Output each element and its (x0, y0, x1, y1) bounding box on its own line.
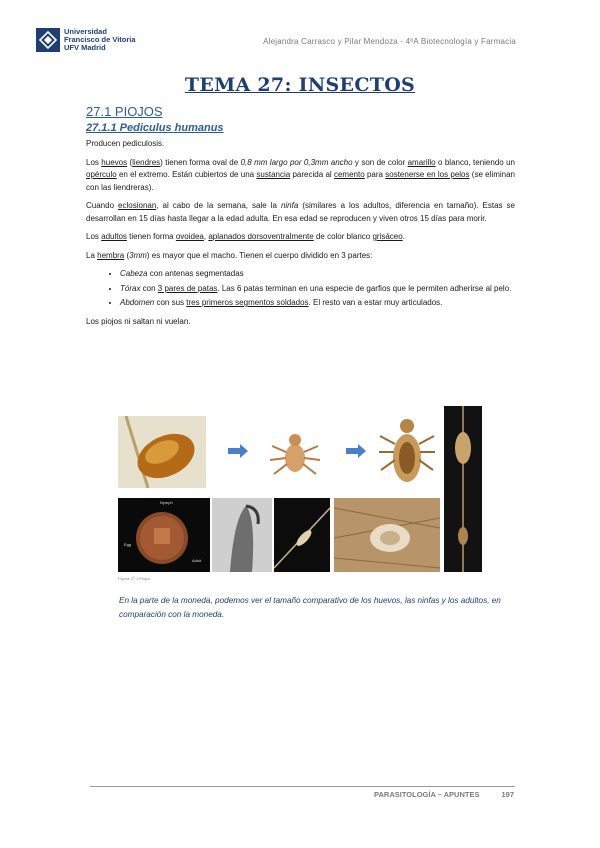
arrow-right-icon (228, 444, 248, 458)
list-underlined: tres primeros segmentos soldados (186, 298, 309, 307)
list-item (120, 268, 515, 281)
text: tienen forma (126, 232, 176, 241)
page-title: TEMA 27: INSECTOS (184, 74, 416, 96)
list-text: con antenas segmentadas (147, 269, 244, 278)
hair-strand-photo (444, 406, 482, 572)
lice-figure (118, 406, 483, 572)
page-header (36, 28, 516, 58)
nit-on-hair-photo (274, 498, 330, 572)
text: Los (86, 232, 102, 241)
egg-size: 0,8 mm largo por 0,3mm ancho (240, 157, 353, 167)
lice-closeup-photo (334, 498, 440, 572)
text: , al cabo de la semana, sale la (156, 201, 281, 210)
text: ( (127, 157, 133, 167)
female-size: 3mm (129, 250, 147, 260)
adult-louse-photo (376, 408, 438, 492)
section-heading: 27.1 PIOJOS (86, 104, 163, 119)
list-text: con (140, 283, 158, 293)
text: en el extremo. Están cubiertos de una (116, 170, 257, 179)
list-term: Cabeza (120, 269, 148, 278)
text: para (364, 170, 386, 179)
text: ) tienen forma oval de (160, 157, 241, 167)
coin-comparison-photo (118, 498, 210, 572)
coin-label-adult: Adult (192, 558, 202, 563)
paragraph-hatching (86, 200, 515, 225)
term-hembra: hembra (97, 250, 125, 260)
university-line-1: Universidad (64, 27, 107, 36)
list-underlined: 3 pares de patas (157, 283, 218, 293)
text: de color blanco (313, 232, 373, 241)
list-text: con sus (154, 298, 187, 307)
term-aplanados: aplanados dorsoventralmente (208, 232, 314, 241)
list-item (120, 297, 515, 310)
text: parecida al (290, 170, 334, 179)
university-line-2: Francisco de Vitoria (64, 35, 136, 44)
list-term: Abdomen (120, 298, 155, 307)
text: y son de color (352, 157, 408, 167)
arrow-right-icon (346, 444, 366, 458)
term-cemento: cemento (333, 170, 365, 179)
footer-divider (90, 786, 515, 787)
paragraph-female (86, 250, 515, 263)
term-adultos: adultos (101, 232, 127, 241)
text: o blanco, teniendo un (435, 157, 516, 167)
page-number: 197 (501, 790, 514, 799)
text: (similares a los adultos, diferencia en tamaño). Estas se desarrollan en 15 días hasta llegar a la edad adulta. En esa edad se reproducen y viven otros 15 días para morir. (86, 201, 515, 223)
list-text: . Las 6 patas terminan en una especie de garfios que le permiten adherirse al pelo. (217, 283, 512, 293)
header-authors: Alejandra Carrasco y Pilar Mendoza - 4ºA Biotecnología y Farmacia (263, 37, 516, 46)
louse-claw-photo (212, 498, 272, 572)
paragraph-adults (86, 231, 515, 244)
paragraph-intro: Producen pediculosis. (86, 139, 165, 148)
university-emblem-icon (36, 28, 60, 52)
text: (se eliminan con las liendreras). (86, 170, 515, 192)
term-sustancia: sustancia (256, 170, 291, 179)
subsection-heading: 27.1.1 Pediculus humanus (86, 122, 224, 134)
term-ovoidea: ovoidea (175, 232, 204, 241)
body-parts-list (86, 268, 515, 310)
coin-label-nymph: Nymph (160, 500, 173, 505)
text: Cuando (86, 201, 119, 210)
page-footer (374, 790, 514, 799)
coin-label-egg: Egg (124, 542, 132, 547)
nymph-photo (262, 420, 328, 486)
egg-photo (118, 416, 206, 488)
main-content (86, 104, 515, 334)
term-ninfa: ninfa (280, 201, 299, 210)
paragraph-eggs (86, 157, 515, 195)
figure-caption: En la parte de la moneda, podemos ver el tamaño comparativo de los huevos, las ninfas y los adultos, en comparación con la moneda. (119, 596, 501, 619)
text: Los (86, 157, 102, 167)
footer-label: PARASITOLOGÍA – APUNTES (374, 790, 480, 799)
figure-label: Figura 27.1 Piojos (118, 576, 151, 581)
list-text: . El resto van a estar muy articulados. (308, 298, 443, 307)
list-term: Tórax (120, 283, 141, 293)
text: La (86, 250, 98, 260)
term-eclosionan: eclosionan (118, 201, 157, 210)
text: , (203, 232, 209, 241)
term-liendres: liendres (132, 157, 161, 167)
term-operculo: opérculo (86, 170, 117, 179)
university-logo (36, 28, 136, 52)
paragraph-no-jump: Los piojos ni saltan ni vuelan. (86, 316, 191, 326)
term-amarillo: amarillo (407, 157, 436, 167)
university-name (64, 28, 136, 52)
text: . (402, 232, 405, 241)
text: ( (124, 250, 130, 260)
term-grisaceo: grisáceo (372, 232, 403, 241)
university-line-3: UFV Madrid (64, 43, 106, 52)
list-item (120, 283, 515, 296)
text: ) es mayor que el macho. Tienen el cuerpo dividido en 3 partes: (146, 250, 373, 260)
term-sostenerse: sostenerse en los pelos (385, 170, 470, 179)
term-huevos: huevos (101, 157, 128, 167)
